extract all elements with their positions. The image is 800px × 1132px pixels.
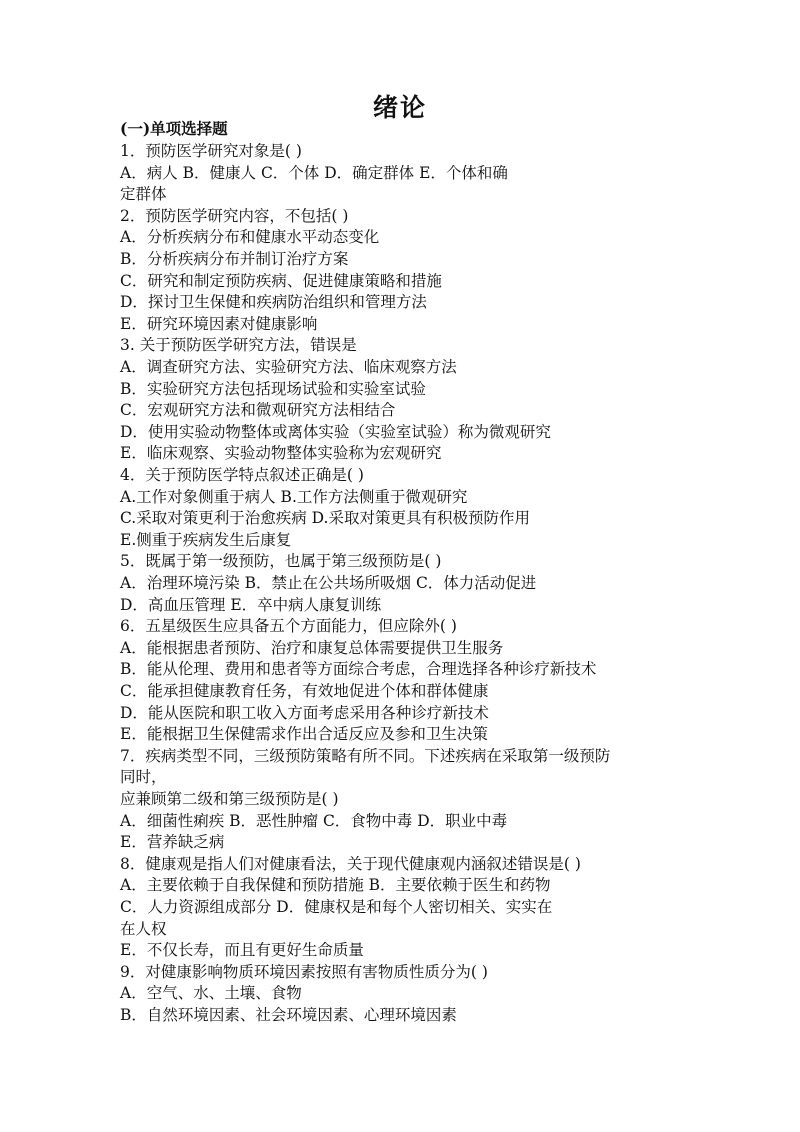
text-line: D．能从医院和职工收入方面考虑采用各种诊疗新技术 xyxy=(120,703,489,722)
text-line: A．能根据患者预防、治疗和康复总体需要提供卫生服务 xyxy=(120,638,504,657)
text-line: 6．五星级医生应具备五个方面能力，但应除外( ) xyxy=(120,617,457,636)
text-line: E．营养缺乏病 xyxy=(120,833,225,852)
text-line: A．病人 B．健康人 C．个体 D．确定群体 E．个体和确 xyxy=(120,163,508,182)
text-line: A．主要依赖于自我保健和预防措施 B．主要依赖于医生和药物 xyxy=(120,876,551,895)
text-line: 在人权 xyxy=(120,919,167,938)
text-line: 4．关于预防医学特点叙述正确是( ) xyxy=(120,466,364,484)
text-line: E．研究环境因素对健康影响 xyxy=(120,314,318,333)
text-line: 9．对健康影响物质环境因素按照有害物质性质分为( ) xyxy=(120,962,488,981)
text-line: A．调查研究方法、实验研究方法、临床观察方法 xyxy=(120,358,457,376)
text-line: A．细菌性痢疾 B．恶性肿瘤 C．食物中毒 D．职业中毒 xyxy=(120,811,508,830)
text-line: 8．健康观是指人们对健康看法，关于现代健康观内涵叙述错误是( ) xyxy=(120,854,581,873)
text-line: C．能承担健康教育任务，有效地促进个体和群体健康 xyxy=(120,682,489,700)
text-line: B．自然环境因素、社会环境因素、心理环境因素 xyxy=(120,1006,457,1024)
text-line: D．探讨卫生保健和疾病防治组织和管理方法 xyxy=(120,293,427,312)
text-line: D．高血压管理 E．卒中病人康复训练 xyxy=(120,595,382,614)
text-line: 2．预防医学研究内容，不包括( ) xyxy=(120,206,349,225)
text-line: E．能根据卫生保健需求作出合适反应及参和卫生决策 xyxy=(120,725,488,744)
text-line: E．临床观察、实验动物整体实验称为宏观研究 xyxy=(120,444,442,463)
text-line: 1．预防医学研究对象是( ) xyxy=(120,142,302,160)
text-line: A．空气、水、土壤、食物 xyxy=(120,984,302,1003)
text-line: 定群体 xyxy=(120,185,167,204)
text-line: C.采取对策更利于治愈疾病 D.采取对策更具有积极预防作用 xyxy=(120,509,530,528)
text-line: B．实验研究方法包括现场试验和实验室试验 xyxy=(120,379,426,398)
text-line: C．人力资源组成部分 D．健康权是和每个人密切相关、实实在 xyxy=(120,898,553,916)
section-heading: (一)单项选择题 xyxy=(120,119,228,138)
text-line: C．研究和制定预防疾病、促进健康策略和措施 xyxy=(120,271,442,290)
text-line: B．分析疾病分布并制订治疗方案 xyxy=(120,250,349,268)
text-line: 3. 关于预防医学研究方法，错误是 xyxy=(120,336,357,355)
page-title: 绪论 xyxy=(372,93,427,122)
text-line: E.侧重于疾病发生后康复 xyxy=(120,530,292,549)
text-line: 7．疾病类型不同，三级预防策略有所不同。下述疾病在采取第一级预防 xyxy=(120,746,611,765)
text-line: A.工作对象侧重于病人 B.工作方法侧重于微观研究 xyxy=(120,487,468,506)
text-line: A．分析疾病分布和健康水平动态变化 xyxy=(120,228,380,247)
text-line: D．使用实验动物整体或离体实验（实验室试验）称为微观研究 xyxy=(120,422,551,441)
text-line: A．治理环境污染 B．禁止在公共场所吸烟 C．体力活动促进 xyxy=(120,574,537,592)
text-line: 同时， xyxy=(120,768,167,787)
text-line: B．能从伦理、费用和患者等方面综合考虑，合理选择各种诊疗新技术 xyxy=(120,660,597,679)
text-line: 应兼顾第二级和第三级预防是( ) xyxy=(120,790,339,808)
text-line: E．不仅长寿，而且有更好生命质量 xyxy=(120,941,364,960)
text-line: 5．既属于第一级预防，也属于第三级预防是( ) xyxy=(120,552,442,571)
text-line: C．宏观研究方法和微观研究方法相结合 xyxy=(120,401,396,420)
